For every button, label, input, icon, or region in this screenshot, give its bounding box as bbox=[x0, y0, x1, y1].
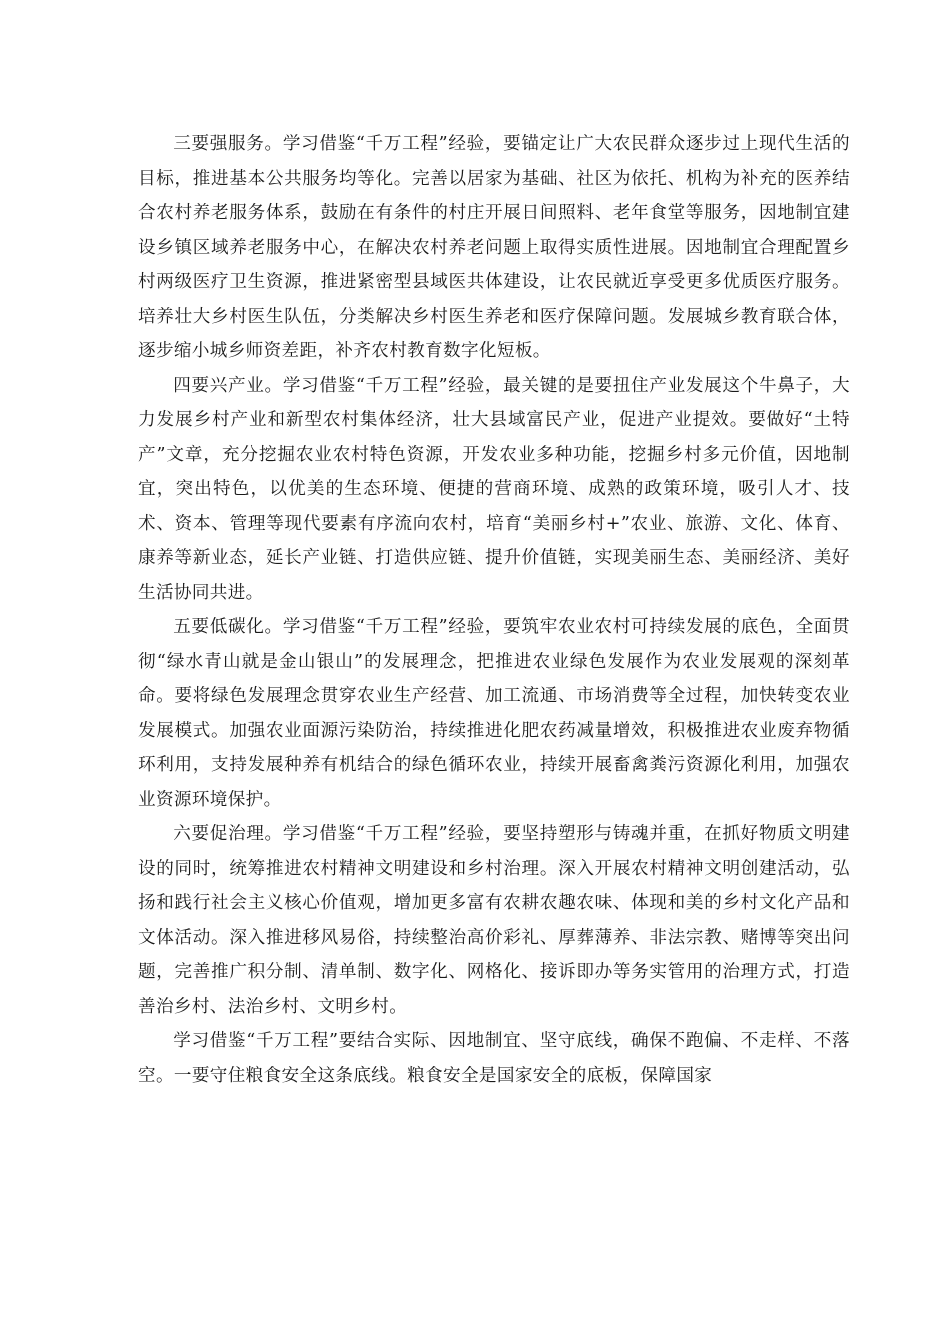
paragraph-bottom-lines: 学习借鉴“千万工程”要结合实际、因地制宜、坚守底线，确保不跑偏、不走样、不落空。一要守住粮食安全这条底线。粮食安全是国家安全的底板，保障国家 bbox=[138, 1031, 850, 1086]
paragraph-develop-industry: 四要兴产业。学习借鉴“千万工程”经验，最关键的是要扭住产业发展这个牛鼻子，大力发展乡村产业和新型农村集体经济，壮大县域富民产业，促进产业提效。要做好“土特产”文章，充分挖掘农业农村特色资源，开发农业多种功能，挖掘乡村多元价值，因地制宜，突出特色，以优美的生态环境、便捷的营商环境、成熟的政策环境，吸引人才、技术、资本、管理等现代要素有序流向农村，培育“美丽乡村+”农业、旅游、文化、体育、康养等新业态，延长产业链、打造供应链、提升价值链，实现美丽生态、美丽经济、美好生活协同共进。 bbox=[138, 375, 850, 603]
paragraph-strengthen-services: 三要强服务。学习借鉴“千万工程”经验，要锚定让广大农民群众逐步过上现代生活的目标，推进基本公共服务均等化。完善以居家为基础、社区为依托、机构为补充的医养结合农村养老服务体系，鼓励在有条件的村庄开展日间照料、老年食堂等服务，因地制宜建设乡镇区域养老服务中心，在解决农村养老问题上取得实质性进展。因地制宜合理配置乡村两级医疗卫生资源，推进紧密型县域医共体建设，让农民就近享受更多优质医疗服务。培养壮大乡村医生队伍，分类解决乡村医生养老和医疗保障问题。发展城乡教育联合体，逐步缩小城乡师资差距，补齐农村教育数字化短板。 bbox=[138, 134, 850, 361]
paragraph-low-carbon: 五要低碳化。学习借鉴“千万工程”经验，要筑牢农业农村可持续发展的底色，全面贯彻“绿水青山就是金山银山”的发展理念，把推进农业绿色发展作为农业发展观的深刻革命。要将绿色发展理念贯穿农业生产经营、加工流通、市场消费等全过程，加快转变农业发展模式。加强农业面源污染防治，持续推进化肥农药减量增效，积极推进农业废弃物循环利用，支持发展种养有机结合的绿色循环农业，持续开展畜禽粪污资源化利用，加强农业资源环境保护。 bbox=[138, 617, 850, 810]
document-body bbox=[138, 127, 850, 1093]
paragraph-promote-governance: 六要促治理。学习借鉴“千万工程”经验，要坚持塑形与铸魂并重，在抓好物质文明建设的同时，统筹推进农村精神文明建设和乡村治理。深入开展农村精神文明创建活动，弘扬和践行社会主义核心价值观，增加更多富有农耕农趣农味、体现和美的乡村文化产品和文体活动。深入推进移风易俗，持续整治高价彩礼、厚葬薄养、非法宗教、赌博等突出问题，完善推广积分制、清单制、数字化、网格化、接诉即办等务实管用的治理方式，打造善治乡村、法治乡村、文明乡村。 bbox=[138, 824, 850, 1017]
